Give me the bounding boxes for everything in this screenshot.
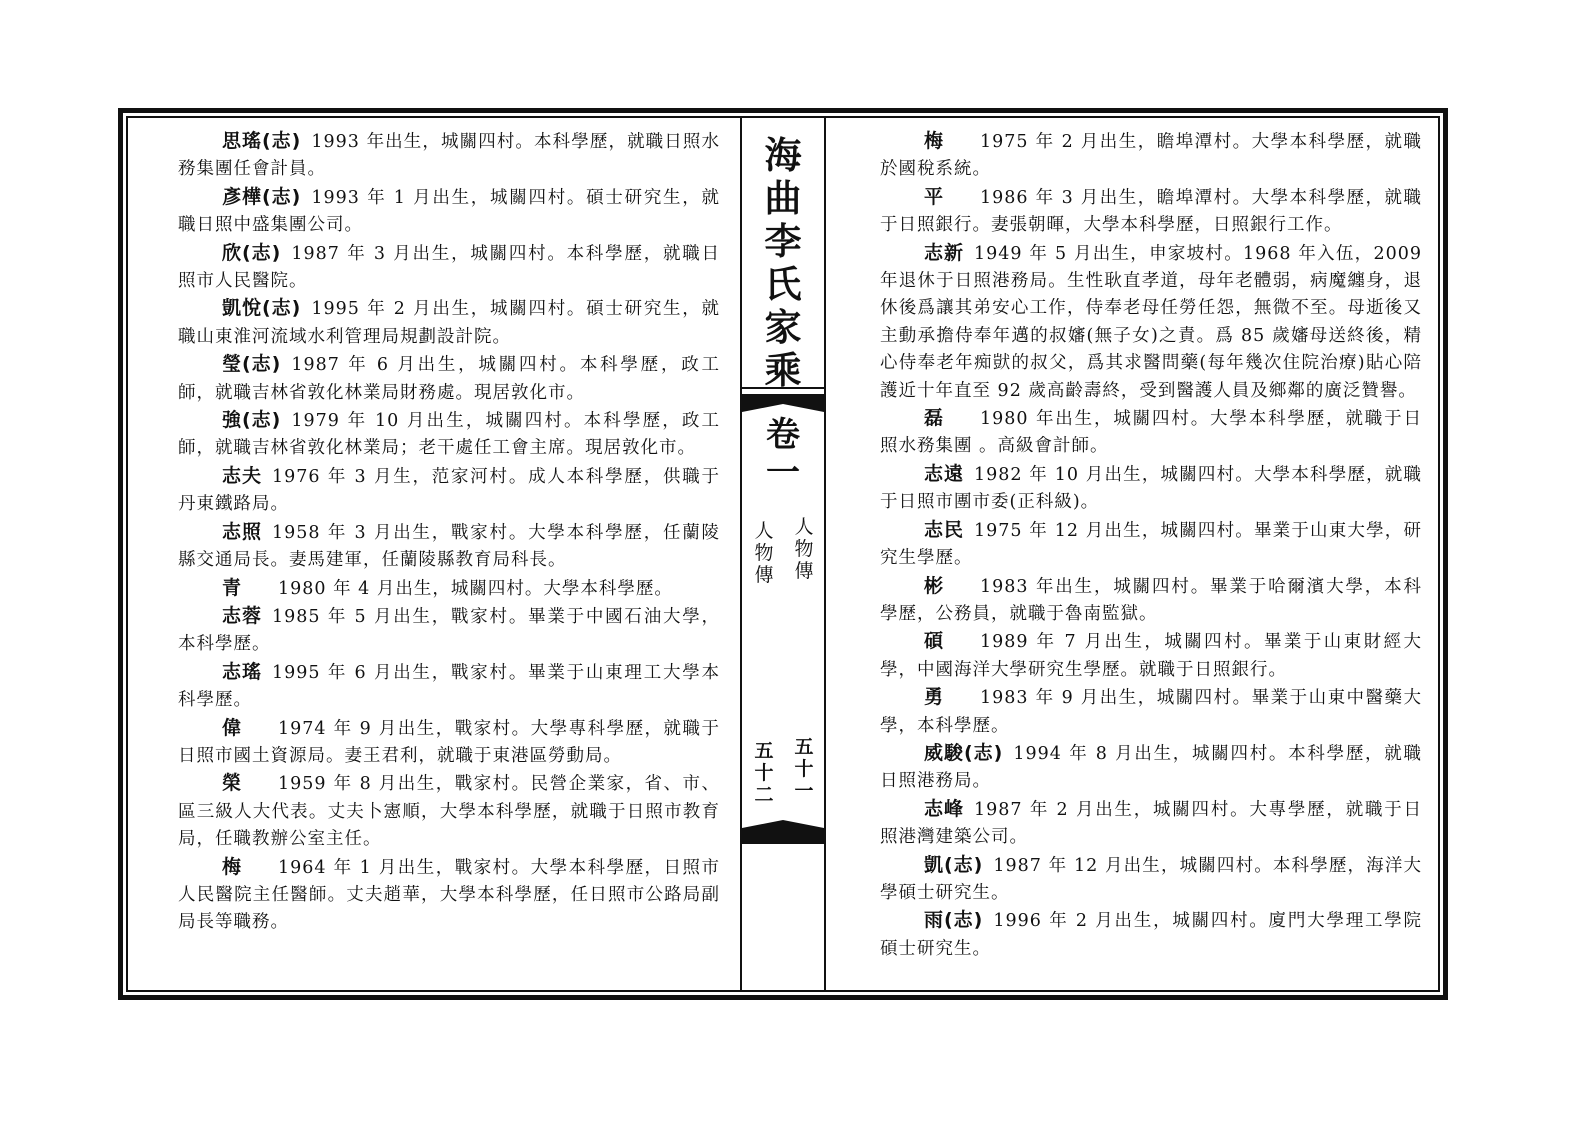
entry-text: 1975 年 12 月出生，城關四村。畢業于山東大學，研究生學歷。	[880, 520, 1422, 569]
entry-text: 1989 年 7 月出生，城關四村。畢業于山東財經大學，中國海洋大學研究生學歷。就職于日照銀行。	[880, 632, 1422, 680]
entry-name: 欣(志)	[222, 241, 282, 264]
section-label-left: 人 物 傳	[754, 520, 774, 586]
entry-text: 1974 年 9 月出生，戰家村。大學專科學歷，就職于日照市國土資源局。妻王君利，就職于東港區勞動局。	[178, 718, 720, 766]
entry-name: 凱(志)	[924, 853, 984, 876]
entry	[880, 628, 1422, 684]
entry-text: 1980 年 4 月出生，城關四村。大學本科學歷。	[278, 578, 673, 599]
entry-name: 志峰	[924, 797, 965, 820]
entry-text: 1976 年 3 月生，范家河村。成人本科學歷，供職于丹東鐵路局。	[178, 466, 720, 515]
entry	[178, 603, 720, 659]
entry-name: 雨(志)	[924, 909, 984, 932]
entry-text: 1993 年 1 月出生，城關四村。碩士研究生，就職日照中盛集團公司。	[178, 187, 720, 236]
entry-name: 青	[222, 576, 243, 599]
entry	[880, 240, 1422, 405]
entry-text: 1985 年 5 月出生，戰家村。畢業于中國石油大學，本科學歷。	[178, 606, 720, 655]
entry-text: 1987 年 12 月出生，城關四村。本科學歷，海洋大學碩士研究生。	[880, 855, 1422, 903]
entry-text: 1949 年 5 月出生，申家坡村。1968 年入伍，2009 年退休于日照港務局。生性耿直孝道，母年老體弱，病魔纏身，退休後爲讓其弟安心工作，侍奉老母任勞任怨，無微不至。母逝後又主動承擔侍奉年邁的叔嬸(無子女)之責。爲 85 歲嬸母送終後，精心侍奉老年痴獃的叔父，爲其求醫問藥(每年幾次住院治療)貼心陪護近十年直至 92 歲高齡壽終，受到醫護人員及鄉鄰的廣泛贊譽。	[880, 243, 1422, 401]
entry-text: 1987 年 6 月出生，城關四村。本科學歷，政工師，就職吉林省敦化林業局財務處。現居敦化市。	[178, 355, 720, 403]
entry-name: 志民	[924, 518, 965, 541]
entry-name: 志瑤	[222, 660, 263, 683]
entry	[880, 128, 1422, 184]
entry-name: 志照	[222, 520, 263, 543]
entry-text: 1980 年出生，城關四村。大學本科學歷，就職于日照水務集團 。高級會計師。	[880, 409, 1422, 457]
entry-name: 勇	[924, 686, 945, 709]
entry-text: 1975 年 2 月出生，瞻埠潭村。大學本科學歷，就職於國稅系統。	[880, 132, 1422, 180]
entry-name: 梅	[924, 130, 945, 152]
entry-name: 彬	[924, 574, 945, 597]
entry-name: 志蓉	[222, 604, 263, 627]
entry	[178, 128, 720, 184]
entry-name: 碩	[924, 630, 945, 653]
page-number-right: 五 十 一	[794, 736, 814, 802]
page-number-left: 五 十 二	[754, 740, 774, 806]
book-spine	[740, 116, 826, 992]
entry-text: 1987 年 2 月出生，城關四村。大專學歷，就職于日照港灣建築公司。	[880, 799, 1422, 848]
entry-name: 瑩(志)	[222, 353, 282, 376]
entry-name: 志遠	[924, 462, 965, 485]
entry	[178, 519, 720, 575]
entry	[880, 517, 1422, 573]
entry-text: 1983 年 9 月出生，城關四村。畢業于山東中醫藥大學，本科學歷。	[880, 688, 1422, 736]
entry	[178, 407, 720, 463]
entry-text: 1982 年 10 月出生，城關四村。大學本科學歷，就職于日照市團市委(正科級)。	[880, 464, 1422, 513]
left-page	[178, 128, 720, 937]
entry	[178, 295, 720, 351]
entry-name: 梅	[222, 855, 243, 878]
entry-name: 凱悅(志)	[222, 297, 302, 320]
entry	[178, 770, 720, 853]
entry-text: 1979 年 10 月出生，城關四村。本科學歷，政工師，就職吉林省敦化林業局；老干處任工會主席。現居敦化市。	[178, 411, 720, 459]
entry-text: 1996 年 2 月出生，城關四村。廈門大學理工學院碩士研究生。	[880, 911, 1422, 959]
entry-text: 1958 年 3 月出生，戰家村。大學本科學歷，任蘭陵縣交通局長。妻馬建軍，任蘭陵縣教育局科長。	[178, 522, 720, 571]
entry-name: 強(志)	[222, 409, 282, 432]
entry-name: 榮	[222, 772, 243, 795]
entry-text: 1993 年出生，城關四村。本科學歷，就職日照水務集團任會計員。	[178, 132, 720, 180]
entry-name: 偉	[222, 716, 243, 739]
entry	[178, 715, 720, 771]
entry	[880, 184, 1422, 240]
entry-name: 彥樺(志)	[222, 185, 302, 208]
entry-name: 思瑤(志)	[222, 130, 302, 152]
entry-name: 志夫	[222, 464, 263, 487]
entry-text: 1994 年 8 月出生，城關四村。本科學歷，就職日照港務局。	[880, 743, 1422, 792]
entry	[178, 659, 720, 715]
entry	[178, 854, 720, 937]
entry	[178, 463, 720, 519]
entry	[178, 240, 720, 296]
entry	[880, 740, 1422, 796]
entry	[178, 184, 720, 240]
entry-text: 1986 年 3 月出生，瞻埠潭村。大學本科學歷，就職于日照銀行。妻張朝暉，大學本科學歷，日照銀行工作。	[880, 187, 1422, 236]
entry	[880, 573, 1422, 629]
section-label-right: 人 物 傳	[794, 516, 814, 582]
entry-text: 1983 年出生，城關四村。畢業于哈爾濱大學，本科學歷，公務員，就職于魯南監獄。	[880, 576, 1422, 624]
entry	[880, 796, 1422, 852]
entry	[880, 461, 1422, 517]
entry-name: 志新	[924, 241, 965, 264]
entry-text: 1964 年 1 月出生，戰家村。大學本科學歷，日照市人民醫院主任醫師。丈夫趙華，大學本科學歷，任日照市公路局副局長等職務。	[178, 857, 720, 933]
entry	[880, 684, 1422, 740]
volume-label: 卷 一	[766, 415, 800, 493]
entry	[880, 907, 1422, 963]
entry-text: 1995 年 2 月出生，城關四村。碩士研究生，就職山東淮河流域水利管理局規劃設計院。	[178, 299, 720, 347]
book-title: 海 曲 李 氏 家 乘	[764, 133, 802, 392]
right-page	[880, 128, 1422, 963]
entry	[880, 852, 1422, 908]
entry-text: 1995 年 6 月出生，戰家村。畢業于山東理工大學本科學歷。	[178, 662, 720, 711]
entry	[178, 575, 720, 603]
entry-name: 磊	[924, 407, 945, 430]
entry	[880, 405, 1422, 461]
entry-text: 1987 年 3 月出生，城關四村。本科學歷，就職日照市人民醫院。	[178, 243, 720, 292]
entry-text: 1959 年 8 月出生，戰家村。民營企業家，省、市、區三級人大代表。丈夫卜憲順，大學本科學歷，就職于日照市教育局，任職教辦公室主任。	[178, 774, 720, 850]
entry-name: 威駿(志)	[924, 741, 1004, 764]
entry	[178, 351, 720, 407]
entry-name: 平	[924, 185, 945, 208]
